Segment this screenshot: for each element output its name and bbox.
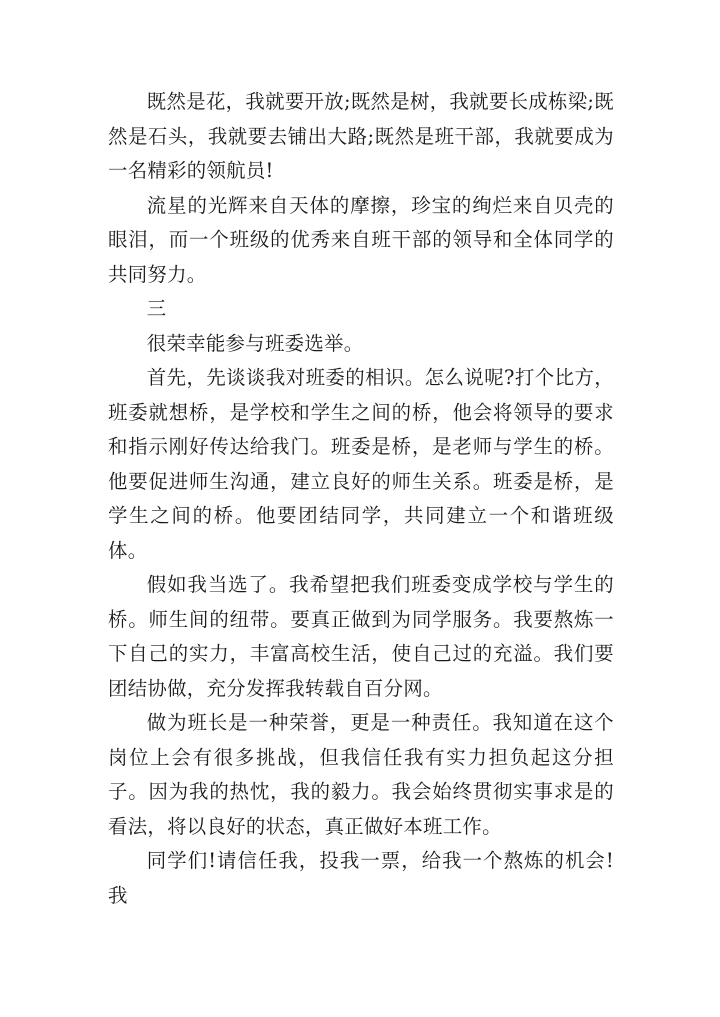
paragraph: 做为班长是一种荣誉，更是一种责任。我知道在这个岗位上会有很多挑战，但我信任我有实力担负起这分担子。因为我的热忱，我的毅力。我会始终贯彻实事求是的看法，将以良好的状态，真正做好本班工作。: [108, 711, 614, 838]
paragraph: 假如我当选了。我希望把我们班委变成学校与学生的桥。师生间的纽带。要真正做到为同学服务。我要熬炼一下自己的实力，丰富高校生活，使自己过的充溢。我们要团结协做，充分发挥我转载自百分网。: [108, 573, 614, 700]
paragraph: 同学们!请信任我，投我一票，给我一个熬炼的机会!我: [108, 849, 614, 907]
paragraph: 首先，先谈谈我对班委的相识。怎么说呢?打个比方，班委就想桥，是学校和学生之间的桥，他会将领导的要求和指示刚好传达给我门。班委是桥，是老师与学生的桥。他要促进师生沟通，建立良好的师生关系。班委是桥，是学生之间的桥。他要团结同学，共同建立一个和谐班级体。: [108, 366, 614, 562]
paragraph: 流星的光辉来自天体的摩擦，珍宝的绚烂来自贝壳的眼泪，而一个班级的优秀来自班干部的领导和全体同学的共同努力。: [108, 193, 614, 286]
document-body: [108, 85, 614, 913]
paragraph: 既然是花，我就要开放;既然是树，我就要长成栋梁;既然是石头，我就要去铺出大路;既然是班干部，我就要成为一名精彩的领航员!: [108, 90, 614, 182]
paragraph: 很荣幸能参与班委选举。: [146, 331, 364, 355]
section-number: 三: [146, 297, 167, 320]
